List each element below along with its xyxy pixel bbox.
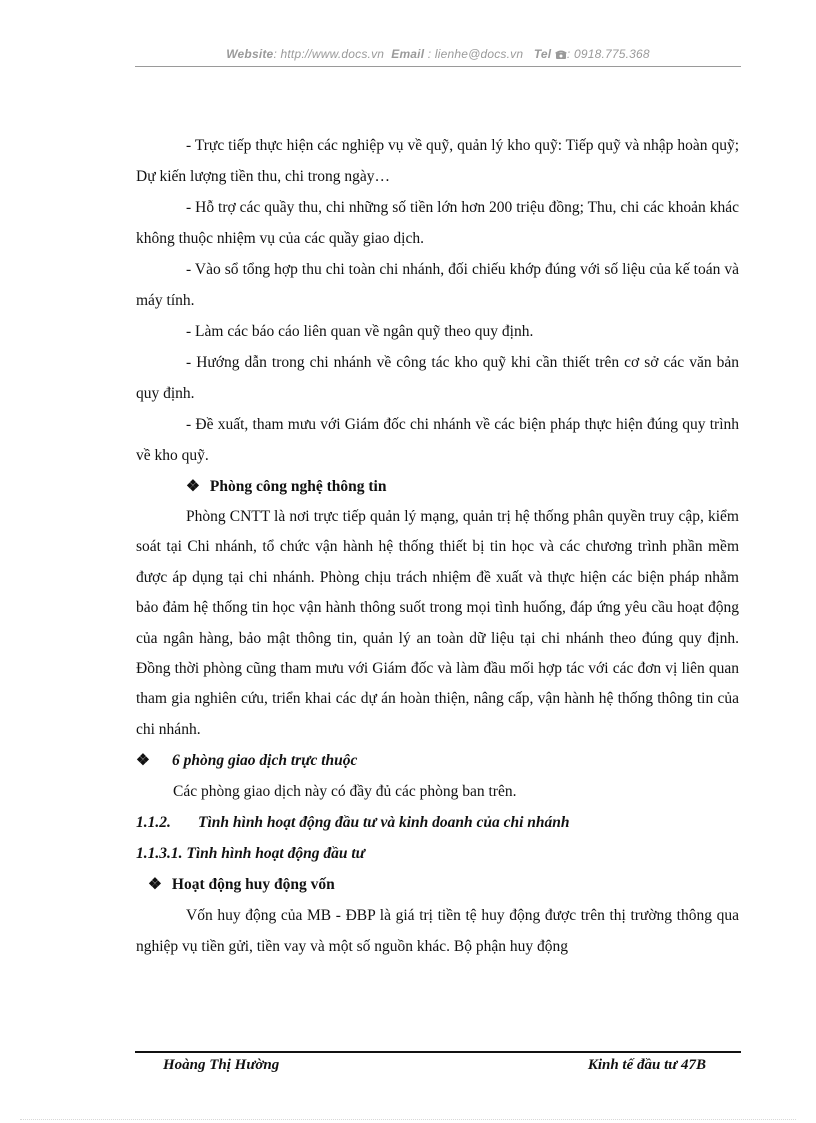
tel-value: : 0918.775.368: [566, 47, 650, 61]
heading-branch-offices-text: 6 phòng giao dịch trực thuộc: [172, 752, 358, 770]
tel-label: Tel: [533, 47, 552, 61]
website-value[interactable]: : http://www.docs.vn: [273, 47, 385, 61]
heading-capital-mobilization-text: Hoạt động huy động vốn: [171, 876, 335, 894]
paragraph-treasury-2: - Hỗ trợ các quầy thu, chi những số tiền lớn hơn 200 triệu đồng; Thu, chi các khoản khác không thuộc nhiệm vụ của các quầy giao dịch.: [136, 199, 739, 247]
diamond-bullet-icon: ❖: [136, 752, 150, 770]
heading-section-1-1-3-1: 1.1.3.1. Tình hình hoạt động đầu tư: [136, 845, 365, 863]
heading-capital-mobilization: [136, 869, 739, 900]
paragraph-treasury-4: - Làm các báo cáo liên quan về ngân quỹ theo quy định.: [186, 323, 534, 340]
diamond-bullet-icon: ❖: [186, 478, 200, 495]
telephone-icon: [555, 49, 567, 59]
paragraph-branch-offices: Các phòng giao dịch này có đầy đủ các phòng ban trên.: [173, 783, 517, 801]
document-body: [136, 130, 739, 962]
diamond-bullet-icon: ❖: [148, 876, 162, 894]
header-divider: [135, 66, 741, 67]
website-label: Website: [226, 47, 274, 61]
page-header: [135, 47, 741, 61]
paragraph-treasury-3: - Vào sổ tổng hợp thu chi toàn chi nhánh, đối chiếu khớp đúng với số liệu của kế toán và máy tính.: [136, 261, 739, 309]
paragraph-it-department: Phòng CNTT là nơi trực tiếp quản lý mạng, quản trị hệ thống phân quyền truy cập, kiểm soát tại Chi nhánh, tổ chức vận hành hệ thống thiết bị tin học và các chương trình phần mềm được áp dụng tại chi nhánh. Phòng chịu trách nhiệm đề xuất và thực hiện các biện pháp nhằm bảo đảm hệ thống tin học vận hành thông suốt trong mọi tình huống, đáp ứng yêu cầu hoạt động của ngân hàng, bảo mật thông tin, quản lý an toàn dữ liệu tại chi nhánh theo đúng quy định. Đồng thời phòng cũng tham mưu với Giám đốc và làm đầu mối hợp tác với các đơn vị liên quan tham gia nghiên cứu, triển khai các dự án hoàn thiện, nâng cấp, vận hành hệ thống thông tin của chi nhánh.: [136, 508, 739, 738]
heading-it-department-text: Phòng công nghệ thông tin: [209, 478, 387, 495]
email-value[interactable]: : lienhe@docs.vn: [427, 47, 524, 61]
paragraph-treasury-1: - Trực tiếp thực hiện các nghiệp vụ về quỹ, quản lý kho quỹ: Tiếp quỹ và nhập hoàn quỹ; Dự kiến lượng tiền thu, chi trong ngày…: [136, 137, 739, 185]
paragraph-capital-mobilization: Vốn huy động của MB - ĐBP là giá trị tiền tệ huy động được trên thị trường thông qua nghiệp vụ tiền gửi, tiền vay và một số nguồn khác. Bộ phận huy động: [136, 907, 739, 956]
footer-author: Hoàng Thị Hường: [163, 1057, 280, 1073]
footer-divider: [135, 1051, 741, 1053]
footer-class: Kinh tế đầu tư 47B: [587, 1057, 706, 1073]
heading-branch-offices: [136, 745, 739, 776]
paragraph-treasury-6: - Đề xuất, tham mưu với Giám đốc chi nhánh về các biện pháp thực hiện đúng quy trình về kho quỹ.: [136, 416, 739, 464]
paragraph-treasury-5: - Hướng dẫn trong chi nhánh về công tác kho quỹ khi cần thiết trên cơ sở các văn bản quy định.: [136, 354, 739, 402]
page-bottom-edge: [20, 1119, 796, 1120]
section-title: Tình hình hoạt động đầu tư và kinh doanh của chi nhánh: [198, 814, 570, 832]
heading-it-department: [136, 471, 739, 502]
section-number: 1.1.2.: [136, 814, 171, 832]
email-label: Email: [391, 47, 425, 61]
heading-section-1-1-2: [136, 807, 739, 838]
